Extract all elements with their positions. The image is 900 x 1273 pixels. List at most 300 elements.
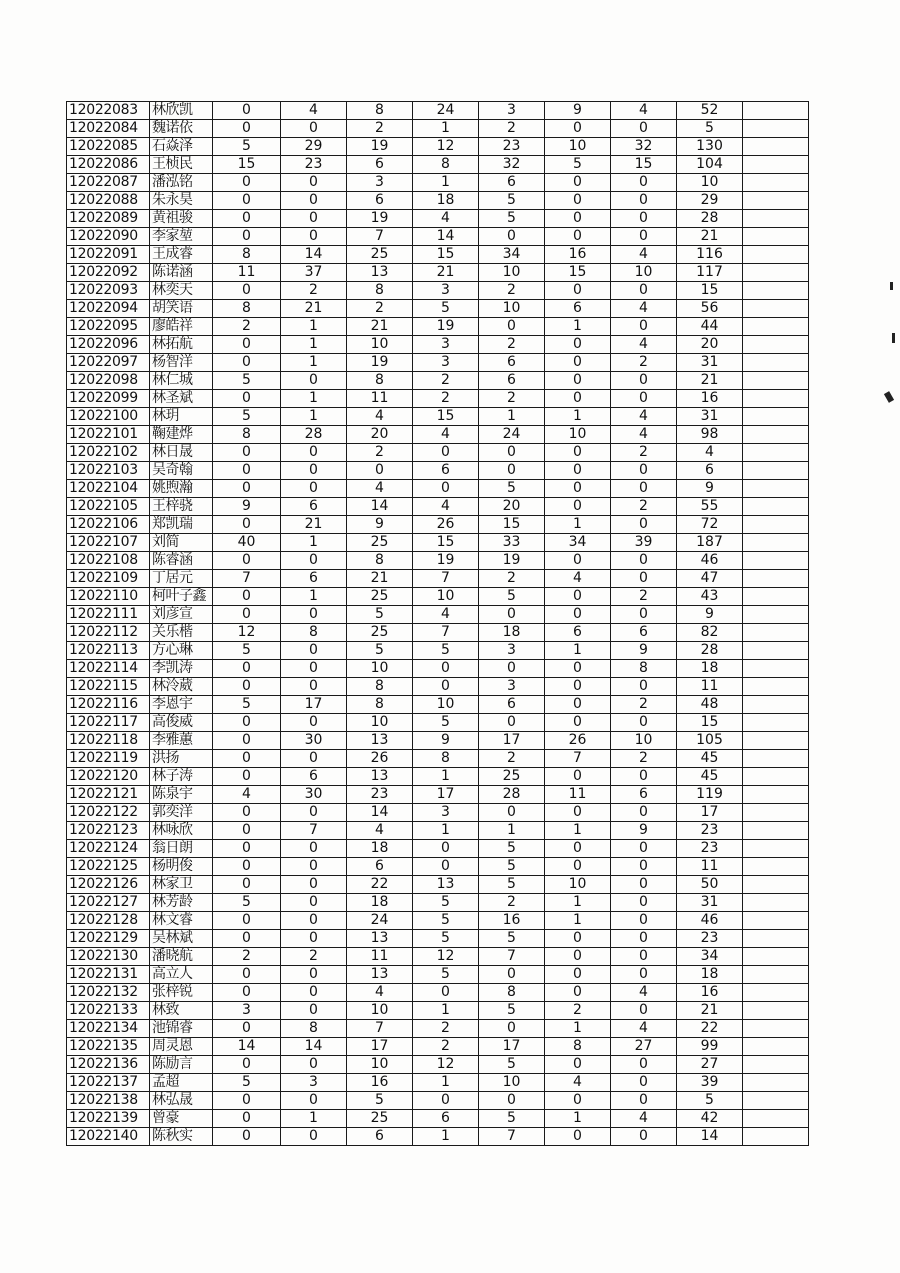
score-cell: 2	[413, 1020, 479, 1038]
student-id-cell: 12022100	[67, 408, 150, 426]
score-cell: 0	[213, 552, 281, 570]
total-cell: 28	[677, 210, 743, 228]
score-cell: 8	[413, 750, 479, 768]
remark-cell	[743, 1020, 809, 1038]
score-cell: 3	[413, 354, 479, 372]
table-row	[67, 1128, 809, 1146]
student-id-cell: 12022092	[67, 264, 150, 282]
score-cell: 4	[413, 426, 479, 444]
score-cell: 2	[281, 282, 347, 300]
score-cell: 0	[213, 768, 281, 786]
score-cell: 0	[213, 210, 281, 228]
score-cell: 17	[479, 1038, 545, 1056]
student-name-cell: 石焱泽	[150, 138, 213, 156]
student-id-cell: 12022116	[67, 696, 150, 714]
score-cell: 3	[479, 102, 545, 120]
score-cell: 0	[479, 228, 545, 246]
table-row	[67, 876, 809, 894]
student-id-cell: 12022097	[67, 354, 150, 372]
remark-cell	[743, 1056, 809, 1074]
score-cell: 0	[213, 192, 281, 210]
score-cell: 3	[413, 282, 479, 300]
score-cell: 1	[281, 354, 347, 372]
score-cell: 6	[479, 174, 545, 192]
score-cell: 0	[611, 516, 677, 534]
student-name-cell: 胡笑语	[150, 300, 213, 318]
score-cell: 0	[281, 642, 347, 660]
score-cell: 11	[545, 786, 611, 804]
table-row	[67, 426, 809, 444]
student-name-cell: 柯叶子鑫	[150, 588, 213, 606]
table-row	[67, 1110, 809, 1128]
score-cell: 2	[347, 300, 413, 318]
remark-cell	[743, 624, 809, 642]
score-cell: 0	[413, 984, 479, 1002]
score-cell: 0	[213, 462, 281, 480]
score-cell: 15	[213, 156, 281, 174]
score-cell: 8	[611, 660, 677, 678]
student-id-cell: 12022113	[67, 642, 150, 660]
score-cell: 16	[479, 912, 545, 930]
score-cell: 6	[611, 786, 677, 804]
total-cell: 9	[677, 480, 743, 498]
table-row	[67, 552, 809, 570]
total-cell: 39	[677, 1074, 743, 1092]
table-row	[67, 570, 809, 588]
score-cell: 8	[347, 102, 413, 120]
score-cell: 0	[281, 912, 347, 930]
score-cell: 19	[413, 552, 479, 570]
score-cell: 9	[611, 822, 677, 840]
score-cell: 2	[479, 570, 545, 588]
student-name-cell: 朱永昊	[150, 192, 213, 210]
score-cell: 19	[479, 552, 545, 570]
score-cell: 16	[347, 1074, 413, 1092]
student-name-cell: 杨智洋	[150, 354, 213, 372]
remark-cell	[743, 300, 809, 318]
score-cell: 8	[347, 678, 413, 696]
score-cell: 34	[545, 534, 611, 552]
score-cell: 1	[545, 642, 611, 660]
score-cell: 0	[611, 1128, 677, 1146]
student-name-cell: 高俊威	[150, 714, 213, 732]
score-cell: 17	[281, 696, 347, 714]
student-name-cell: 孟超	[150, 1074, 213, 1092]
total-cell: 56	[677, 300, 743, 318]
student-name-cell: 林奕天	[150, 282, 213, 300]
score-cell: 13	[413, 876, 479, 894]
total-cell: 18	[677, 966, 743, 984]
student-id-cell: 12022123	[67, 822, 150, 840]
score-cell: 0	[611, 462, 677, 480]
score-cell: 21	[347, 570, 413, 588]
score-cell: 29	[281, 138, 347, 156]
table-row	[67, 444, 809, 462]
score-cell: 0	[213, 336, 281, 354]
score-cell: 0	[213, 714, 281, 732]
student-id-cell: 12022090	[67, 228, 150, 246]
student-id-cell: 12022110	[67, 588, 150, 606]
remark-cell	[743, 246, 809, 264]
score-cell: 7	[213, 570, 281, 588]
table-row	[67, 840, 809, 858]
score-cell: 0	[545, 228, 611, 246]
score-cell: 25	[347, 588, 413, 606]
score-cell: 2	[213, 948, 281, 966]
remark-cell	[743, 426, 809, 444]
table-row	[67, 174, 809, 192]
remark-cell	[743, 588, 809, 606]
score-cell: 4	[611, 408, 677, 426]
score-cell: 10	[347, 1056, 413, 1074]
score-cell: 20	[347, 426, 413, 444]
total-cell: 50	[677, 876, 743, 894]
total-cell: 11	[677, 678, 743, 696]
student-name-cell: 吴奇翰	[150, 462, 213, 480]
score-cell: 5	[347, 1092, 413, 1110]
remark-cell	[743, 840, 809, 858]
student-name-cell: 陈诺涵	[150, 264, 213, 282]
student-id-cell: 12022107	[67, 534, 150, 552]
score-cell: 15	[413, 534, 479, 552]
score-cell: 2	[479, 282, 545, 300]
total-cell: 20	[677, 336, 743, 354]
score-cell: 5	[545, 156, 611, 174]
score-cell: 0	[545, 552, 611, 570]
score-cell: 4	[611, 1110, 677, 1128]
table-row	[67, 930, 809, 948]
student-id-cell: 12022105	[67, 498, 150, 516]
remark-cell	[743, 138, 809, 156]
score-cell: 1	[281, 318, 347, 336]
student-id-cell: 12022106	[67, 516, 150, 534]
score-cell: 0	[545, 1128, 611, 1146]
student-id-cell: 12022111	[67, 606, 150, 624]
remark-cell	[743, 444, 809, 462]
score-cell: 3	[479, 642, 545, 660]
score-cell: 2	[611, 354, 677, 372]
student-name-cell: 林咏欣	[150, 822, 213, 840]
score-cell: 10	[611, 732, 677, 750]
score-cell: 5	[213, 894, 281, 912]
score-cell: 5	[413, 300, 479, 318]
score-cell: 0	[281, 120, 347, 138]
table-row	[67, 822, 809, 840]
score-cell: 10	[545, 426, 611, 444]
score-cell: 0	[545, 192, 611, 210]
table-row	[67, 1038, 809, 1056]
student-id-cell: 12022137	[67, 1074, 150, 1092]
score-cell: 2	[347, 120, 413, 138]
score-cell: 0	[281, 678, 347, 696]
score-cell: 23	[347, 786, 413, 804]
score-cell: 8	[347, 552, 413, 570]
score-cell: 15	[413, 246, 479, 264]
score-cell: 0	[281, 228, 347, 246]
student-name-cell: 洪扬	[150, 750, 213, 768]
score-cell: 34	[479, 246, 545, 264]
score-cell: 0	[281, 840, 347, 858]
score-cell: 18	[347, 894, 413, 912]
score-cell: 33	[479, 534, 545, 552]
remark-cell	[743, 1110, 809, 1128]
score-cell: 10	[545, 138, 611, 156]
score-cell: 8	[545, 1038, 611, 1056]
remark-cell	[743, 732, 809, 750]
student-name-cell: 姚煦瀚	[150, 480, 213, 498]
score-cell: 0	[281, 480, 347, 498]
score-cell: 5	[479, 876, 545, 894]
score-cell: 11	[213, 264, 281, 282]
table-row	[67, 336, 809, 354]
student-name-cell: 刘彦宣	[150, 606, 213, 624]
score-cell: 0	[213, 102, 281, 120]
score-cell: 0	[611, 894, 677, 912]
student-id-cell: 12022112	[67, 624, 150, 642]
student-id-cell: 12022087	[67, 174, 150, 192]
score-cell: 17	[413, 786, 479, 804]
score-cell: 0	[479, 606, 545, 624]
score-cell: 2	[545, 1002, 611, 1020]
score-cell: 0	[281, 984, 347, 1002]
student-name-cell: 郭奕洋	[150, 804, 213, 822]
score-cell: 10	[347, 1002, 413, 1020]
table-row	[67, 1020, 809, 1038]
score-cell: 6	[479, 372, 545, 390]
remark-cell	[743, 930, 809, 948]
student-name-cell: 曾豪	[150, 1110, 213, 1128]
score-cell: 0	[281, 552, 347, 570]
score-cell: 2	[479, 336, 545, 354]
score-cell: 0	[611, 282, 677, 300]
score-cell: 0	[611, 768, 677, 786]
total-cell: 23	[677, 930, 743, 948]
score-cell: 10	[545, 876, 611, 894]
student-name-cell: 关乐楷	[150, 624, 213, 642]
total-cell: 34	[677, 948, 743, 966]
score-cell: 15	[413, 408, 479, 426]
score-cell: 0	[281, 1092, 347, 1110]
score-cell: 0	[213, 516, 281, 534]
score-cell: 2	[413, 1038, 479, 1056]
score-cell: 10	[347, 336, 413, 354]
remark-cell	[743, 552, 809, 570]
score-cell: 5	[479, 840, 545, 858]
student-name-cell: 林泠葳	[150, 678, 213, 696]
score-cell: 10	[347, 660, 413, 678]
total-cell: 21	[677, 372, 743, 390]
score-cell: 5	[479, 1110, 545, 1128]
table-row	[67, 1074, 809, 1092]
student-id-cell: 12022114	[67, 660, 150, 678]
student-name-cell: 廖皓祥	[150, 318, 213, 336]
remark-cell	[743, 678, 809, 696]
score-cell: 0	[545, 930, 611, 948]
remark-cell	[743, 768, 809, 786]
score-cell: 2	[479, 750, 545, 768]
table-row	[67, 246, 809, 264]
remark-cell	[743, 858, 809, 876]
remark-cell	[743, 408, 809, 426]
table-row	[67, 408, 809, 426]
score-cell: 0	[611, 480, 677, 498]
total-cell: 16	[677, 984, 743, 1002]
remark-cell	[743, 228, 809, 246]
score-cell: 6	[413, 1110, 479, 1128]
student-id-cell: 12022133	[67, 1002, 150, 1020]
student-id-cell: 12022136	[67, 1056, 150, 1074]
student-name-cell: 林欣凯	[150, 102, 213, 120]
score-cell: 1	[479, 408, 545, 426]
score-cell: 1	[545, 912, 611, 930]
score-cell: 5	[479, 192, 545, 210]
student-name-cell: 陈励言	[150, 1056, 213, 1074]
score-cell: 2	[281, 948, 347, 966]
score-cell: 5	[213, 138, 281, 156]
student-id-cell: 12022095	[67, 318, 150, 336]
score-cell: 10	[413, 588, 479, 606]
remark-cell	[743, 804, 809, 822]
score-cell: 0	[545, 174, 611, 192]
score-cell: 18	[479, 624, 545, 642]
score-cell: 0	[413, 444, 479, 462]
score-cell: 0	[413, 480, 479, 498]
table-row	[67, 192, 809, 210]
score-cell: 0	[213, 354, 281, 372]
score-cell: 7	[347, 1020, 413, 1038]
remark-cell	[743, 174, 809, 192]
score-cell: 8	[213, 246, 281, 264]
student-name-cell: 杨明俊	[150, 858, 213, 876]
score-cell: 32	[479, 156, 545, 174]
remark-cell	[743, 876, 809, 894]
student-id-cell: 12022130	[67, 948, 150, 966]
total-cell: 31	[677, 408, 743, 426]
total-cell: 21	[677, 228, 743, 246]
total-cell: 22	[677, 1020, 743, 1038]
score-cell: 0	[611, 606, 677, 624]
score-cell: 0	[611, 1002, 677, 1020]
score-cell: 0	[545, 696, 611, 714]
score-cell: 1	[281, 534, 347, 552]
student-id-cell: 12022132	[67, 984, 150, 1002]
score-cell: 6	[347, 192, 413, 210]
score-cell: 1	[281, 408, 347, 426]
score-cell: 5	[479, 210, 545, 228]
score-cell: 21	[281, 516, 347, 534]
score-cell: 2	[611, 588, 677, 606]
score-cell: 0	[213, 660, 281, 678]
score-cell: 0	[281, 804, 347, 822]
student-id-cell: 12022140	[67, 1128, 150, 1146]
score-cell: 26	[413, 516, 479, 534]
score-cell: 5	[479, 1056, 545, 1074]
table-row	[67, 210, 809, 228]
student-name-cell: 林玥	[150, 408, 213, 426]
score-cell: 5	[347, 606, 413, 624]
score-cell: 0	[479, 714, 545, 732]
score-cell: 9	[213, 498, 281, 516]
score-cell: 0	[611, 840, 677, 858]
score-cell: 0	[545, 372, 611, 390]
student-name-cell: 王梓骁	[150, 498, 213, 516]
score-cell: 5	[213, 408, 281, 426]
table-row	[67, 1002, 809, 1020]
student-name-cell: 林拓航	[150, 336, 213, 354]
score-cell: 2	[611, 498, 677, 516]
score-cell: 18	[347, 840, 413, 858]
score-cell: 0	[545, 678, 611, 696]
score-cell: 0	[545, 588, 611, 606]
student-id-cell: 12022120	[67, 768, 150, 786]
score-cell: 5	[213, 696, 281, 714]
score-cell: 0	[213, 876, 281, 894]
table-row	[67, 1056, 809, 1074]
score-cell: 0	[213, 1092, 281, 1110]
score-cell: 1	[413, 120, 479, 138]
score-cell: 0	[545, 840, 611, 858]
score-cell: 1	[413, 174, 479, 192]
total-cell: 4	[677, 444, 743, 462]
score-cell: 1	[545, 318, 611, 336]
student-id-cell: 12022129	[67, 930, 150, 948]
score-cell: 0	[281, 876, 347, 894]
score-cell: 0	[213, 966, 281, 984]
student-name-cell: 李凯涛	[150, 660, 213, 678]
student-id-cell: 12022086	[67, 156, 150, 174]
score-cell: 6	[347, 1128, 413, 1146]
student-name-cell: 林家卫	[150, 876, 213, 894]
table-row	[67, 300, 809, 318]
table-row	[67, 282, 809, 300]
total-cell: 52	[677, 102, 743, 120]
score-cell: 0	[281, 192, 347, 210]
table-row	[67, 138, 809, 156]
student-name-cell: 鞠建烨	[150, 426, 213, 444]
total-cell: 9	[677, 606, 743, 624]
score-cell: 13	[347, 966, 413, 984]
remark-cell	[743, 120, 809, 138]
score-cell: 0	[281, 1056, 347, 1074]
table-row	[67, 984, 809, 1002]
remark-cell	[743, 1074, 809, 1092]
student-name-cell: 陈泉宇	[150, 786, 213, 804]
remark-cell	[743, 498, 809, 516]
student-name-cell: 吴林斌	[150, 930, 213, 948]
score-cell: 3	[213, 1002, 281, 1020]
score-cell: 0	[545, 336, 611, 354]
remark-cell	[743, 948, 809, 966]
score-cell: 0	[611, 120, 677, 138]
total-cell: 31	[677, 894, 743, 912]
table-row	[67, 660, 809, 678]
score-cell: 0	[611, 210, 677, 228]
score-cell: 10	[611, 264, 677, 282]
score-cell: 4	[611, 426, 677, 444]
score-cell: 19	[347, 210, 413, 228]
score-cell: 0	[213, 390, 281, 408]
score-cell: 12	[213, 624, 281, 642]
score-cell: 26	[545, 732, 611, 750]
remark-cell	[743, 336, 809, 354]
score-cell: 14	[347, 498, 413, 516]
total-cell: 44	[677, 318, 743, 336]
student-id-cell: 12022125	[67, 858, 150, 876]
table-row	[67, 102, 809, 120]
remark-cell	[743, 660, 809, 678]
student-id-cell: 12022138	[67, 1092, 150, 1110]
student-id-cell: 12022108	[67, 552, 150, 570]
